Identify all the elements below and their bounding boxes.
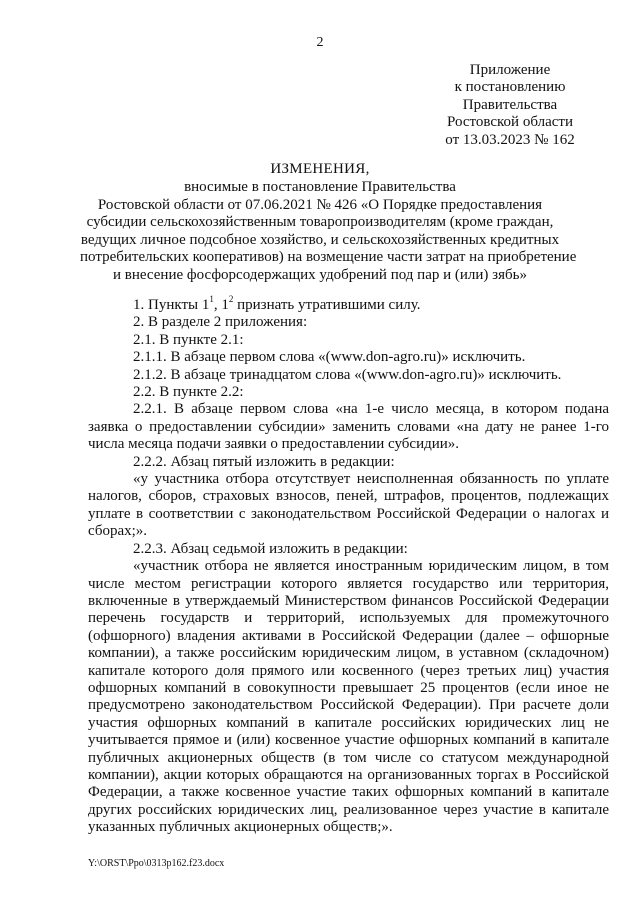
paragraph-text: признать утратившими силу. (233, 297, 421, 313)
paragraph-item-2-2: 2.2. В пункте 2.2: (133, 384, 244, 401)
appendix-line: Ростовской области (447, 114, 573, 131)
subtitle-line: субсидии сельскохозяйственным товаропроизводителям (кроме граждан, (86, 214, 554, 230)
subtitle-line: вносимые в постановление Правительства (184, 179, 456, 195)
subtitle-line: потребительских кооперативов) на возмещение части затрат на приобретение (80, 249, 577, 265)
paragraph-item-2-2-2: 2.2.2. Абзац пятый изложить в редакции: (133, 453, 395, 470)
appendix-header (410, 62, 610, 149)
appendix-line: Правительства (462, 96, 558, 113)
paragraph-text: 1. Пункты 1 (133, 297, 210, 313)
paragraph-item-1 (88, 294, 609, 314)
paragraph-item-2-2-3: 2.2.3. Абзац седьмой изложить в редакции: (133, 540, 408, 557)
paragraph-quote-1: «у участника отбора отсутствует неисполненная обязанность по уплате налогов, сборов, страховых взносов, пеней, штрафов, процентов, подлежащих уплате в соответствии с законодательством Российской Федерации о налогах и сборах;». (88, 471, 609, 540)
subtitle-line: Ростовской области от 07.06.2021 № 426 «О Порядке предоставления (97, 196, 543, 213)
document-body (88, 294, 609, 837)
document-title: ИЗМЕНЕНИЯ, (270, 161, 370, 177)
paragraph-item-2-2-1: 2.2.1. В абзаце первом слова «на 1-е число месяца, в котором подана заявка о предоставлении субсидии» заменить словами «на дату не ранее 1-го числа месяца подачи заявки о предоставлении субсидии». (88, 401, 609, 453)
appendix-line: Приложение (469, 62, 551, 78)
subtitle-line: ведущих личное подсобное хозяйство, и сельскохозяйственных кредитных (80, 231, 560, 248)
paragraph-item-2-1-2: 2.1.2. В абзаце тринадцатом слова «(www.don-agro.ru)» исключить. (133, 366, 562, 383)
file-path-footer: Y:\ORST\Ppo\0313p162.f23.docx (88, 858, 225, 869)
appendix-line: от 13.03.2023 № 162 (445, 131, 575, 148)
page-number: 2 (316, 35, 324, 50)
superscript: 2 (228, 294, 234, 304)
appendix-line: к постановлению (454, 79, 566, 96)
paragraph-quote-2: «участник отбора не является иностранным юридическим лицом, в том числе местом регистрации которого является государство или территория, включенные в утверждаемый Министерством финансов Российской Федерации перечень государств и территорий, используемых для промежуточного (офшорного) владения активами в Российской Федерации (далее – офшорные компании), а также российским юридическим лицом, в уставном (складочном) капитале которого доля прямого или косвенного (через третьих лиц) участия офшорных компаний в совокупности превышает 25 процентов (если иное не предусмотрено законодательством Российской Федерации). При расчете доли участия офшорных компаний в капитале российских юридических лиц не учитывается прямое и (или) косвенное участие офшорных компаний в капитале публичных акционерных обществ (в том числе со статусом международной компании), акции которых обращаются на организованных торгах в Российской Федерации, а также косвенное участие таких офшорных компаний в капитале других российских юридических лиц, реализованное через участие в капитале указанных публичных акционерных обществ;». (88, 558, 609, 836)
superscript: 1 (209, 294, 214, 304)
subtitle-line: и внесение фосфорсодержащих удобрений под пар и (или) зябь» (113, 266, 527, 283)
paragraph-item-2-1-1: 2.1.1. В абзаце первом слова «(www.don-agro.ru)» исключить. (133, 349, 526, 366)
paragraph-text: , 1 (213, 297, 229, 313)
paragraph-item-2: 2. В разделе 2 приложения: (133, 314, 308, 331)
paragraph-item-2-1: 2.1. В пункте 2.1: (133, 331, 244, 348)
document-subtitle (80, 179, 577, 284)
